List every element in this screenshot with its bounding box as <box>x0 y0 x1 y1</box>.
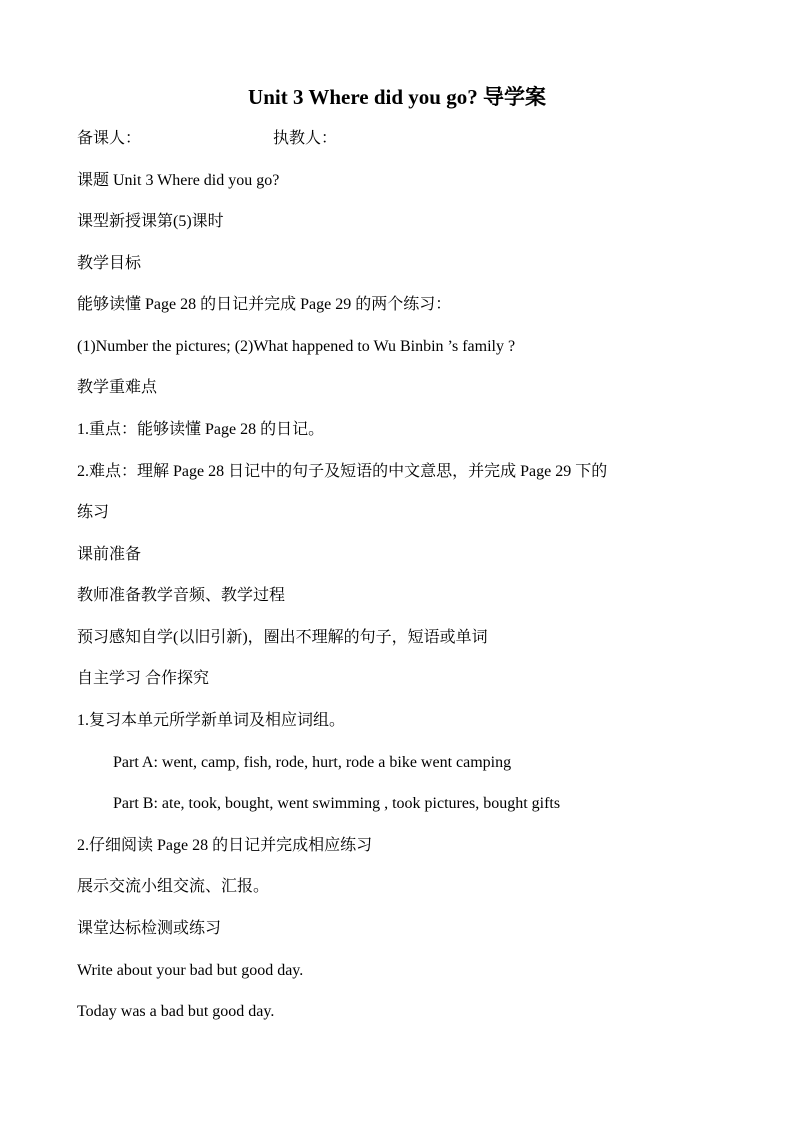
practice-heading: 课堂达标检测或练习 <box>77 920 222 937</box>
review-task: 1.复习本单元所学新单词及相应词组。 <box>77 712 346 729</box>
preparation-heading: 课前准备 <box>77 546 142 563</box>
self-study-heading: 自主学习 合作探究 <box>77 670 210 687</box>
teacher-preparation: 教师准备教学音频、教学过程 <box>77 587 286 604</box>
difficult-point-continuation: 练习 <box>77 504 110 521</box>
preparer-label: 备课人： <box>77 130 142 147</box>
part-a-words: Part A: went, camp, fish, rode, hurt, rode a bike went camping <box>113 754 512 771</box>
teacher-label: 执教人： <box>273 130 338 147</box>
objectives-heading: 教学目标 <box>77 255 142 272</box>
objectives-exercises: (1)Number the pictures; (2)What happened to Wu Binbin ’s family ? <box>77 338 516 355</box>
presentation-task: 展示交流小组交流、汇报。 <box>77 878 270 895</box>
topic-line: 课题 Unit 3 Where did you go? <box>77 172 280 189</box>
lesson-type-line: 课型新授课第(5)课时 <box>77 213 224 230</box>
preparer-row <box>77 127 337 151</box>
preview-task: 预习感知自学(以旧引新)，圈出不理解的句子，短语或单词 <box>77 629 488 646</box>
writing-example: Today was a bad but good day. <box>77 1003 275 1020</box>
objectives-text: 能够读懂 Page 28 的日记并完成 Page 29 的两个练习： <box>77 296 452 313</box>
writing-prompt: Write about your bad but good day. <box>77 962 304 979</box>
difficult-point-item: 2.难点：理解 Page 28 日记中的句子及短语的中文意思，并完成 Page 29 下的 <box>77 463 608 480</box>
document-title: Unit 3 Where did you go? 导学案 <box>248 85 546 109</box>
key-points-heading: 教学重难点 <box>77 379 158 396</box>
part-b-words: Part B: ate, took, bought, went swimming , took pictures, bought gifts <box>113 795 561 812</box>
reading-task: 2.仔细阅读 Page 28 的日记并完成相应练习 <box>77 837 373 854</box>
key-point-item: 1.重点：能够读懂 Page 28 的日记。 <box>77 421 325 438</box>
